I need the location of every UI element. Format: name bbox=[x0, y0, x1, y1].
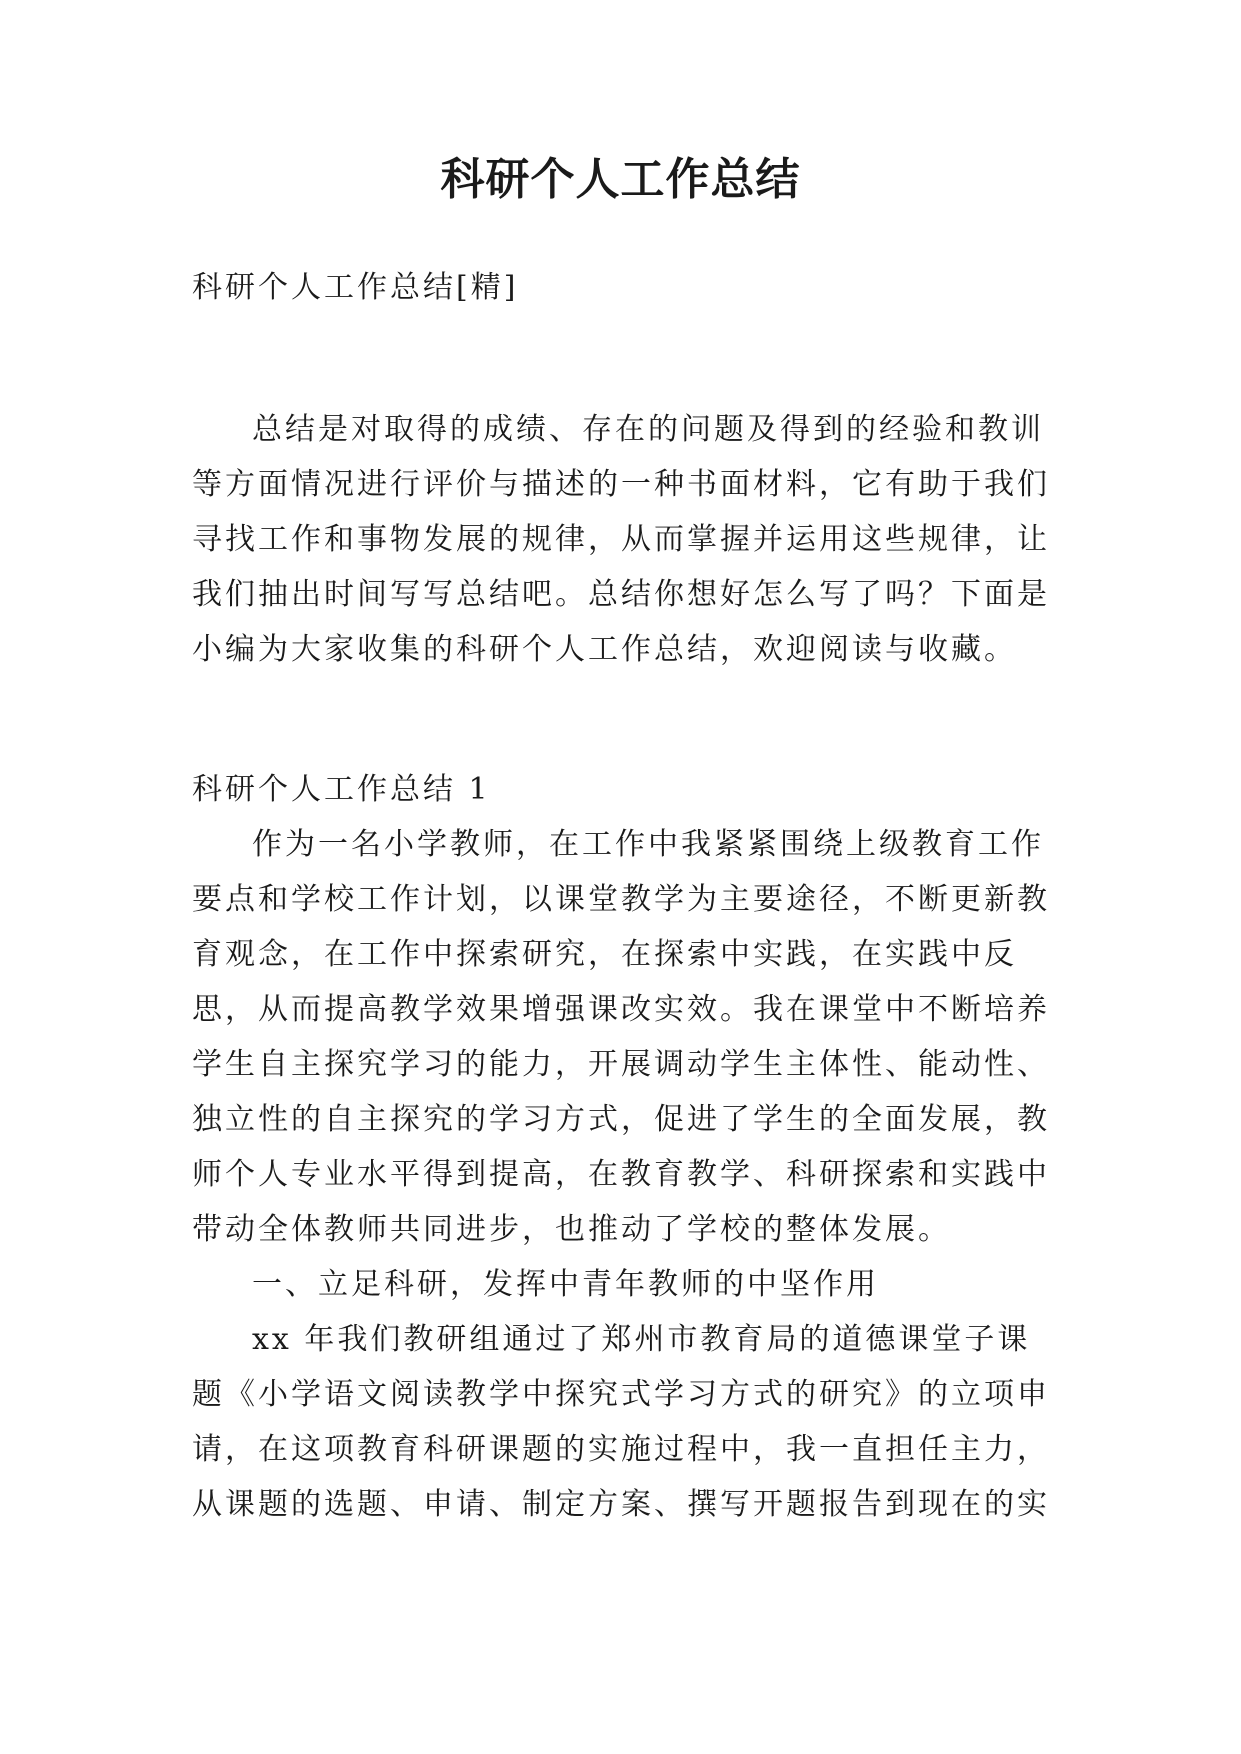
body-subheading: 一、立足科研，发挥中青年教师的中坚作用 bbox=[252, 1267, 879, 1302]
document-subtitle: 科研个人工作总结[精] bbox=[192, 270, 519, 305]
section-heading: 科研个人工作总结 1 bbox=[192, 772, 491, 807]
document-title: 科研个人工作总结 bbox=[440, 154, 801, 205]
section-body bbox=[192, 817, 1052, 1532]
body-paragraph: 作为一名小学教师，在工作中我紧紧围绕上级教育工作要点和学校工作计划，以课堂教学为主要途径，不断更新教育观念，在工作中探索研究，在探索中实践，在实践中反思，从而提高教学效果增强课改实效。我在课堂中不断培养学生自主探究学习的能力，开展调动学生主体性、能动性、独立性的自主探究的学习方式，促进了学生的全面发展，教师个人专业水平得到提高，在教育教学、科研探索和实践中带动全体教师共同进步，也推动了学校的整体发展。 bbox=[192, 827, 1050, 1247]
body-paragraph: xx 年我们教研组通过了郑州市教育局的道德课堂子课题《小学语文阅读教学中探究式学习方式的研究》的立项申请，在这项教育科研课题的实施过程中，我一直担任主力，从课题的选题、申请、制定方案、撰写开题报告到现在的实 bbox=[192, 1322, 1050, 1522]
intro-paragraph: 总结是对取得的成绩、存在的问题及得到的经验和教训等方面情况进行评价与描述的一种书面材料，它有助于我们寻找工作和事物发展的规律，从而掌握并运用这些规律，让我们抽出时间写写总结吧。总结你想好怎么写了吗？下面是小编为大家收集的科研个人工作总结，欢迎阅读与收藏。 bbox=[192, 412, 1050, 667]
